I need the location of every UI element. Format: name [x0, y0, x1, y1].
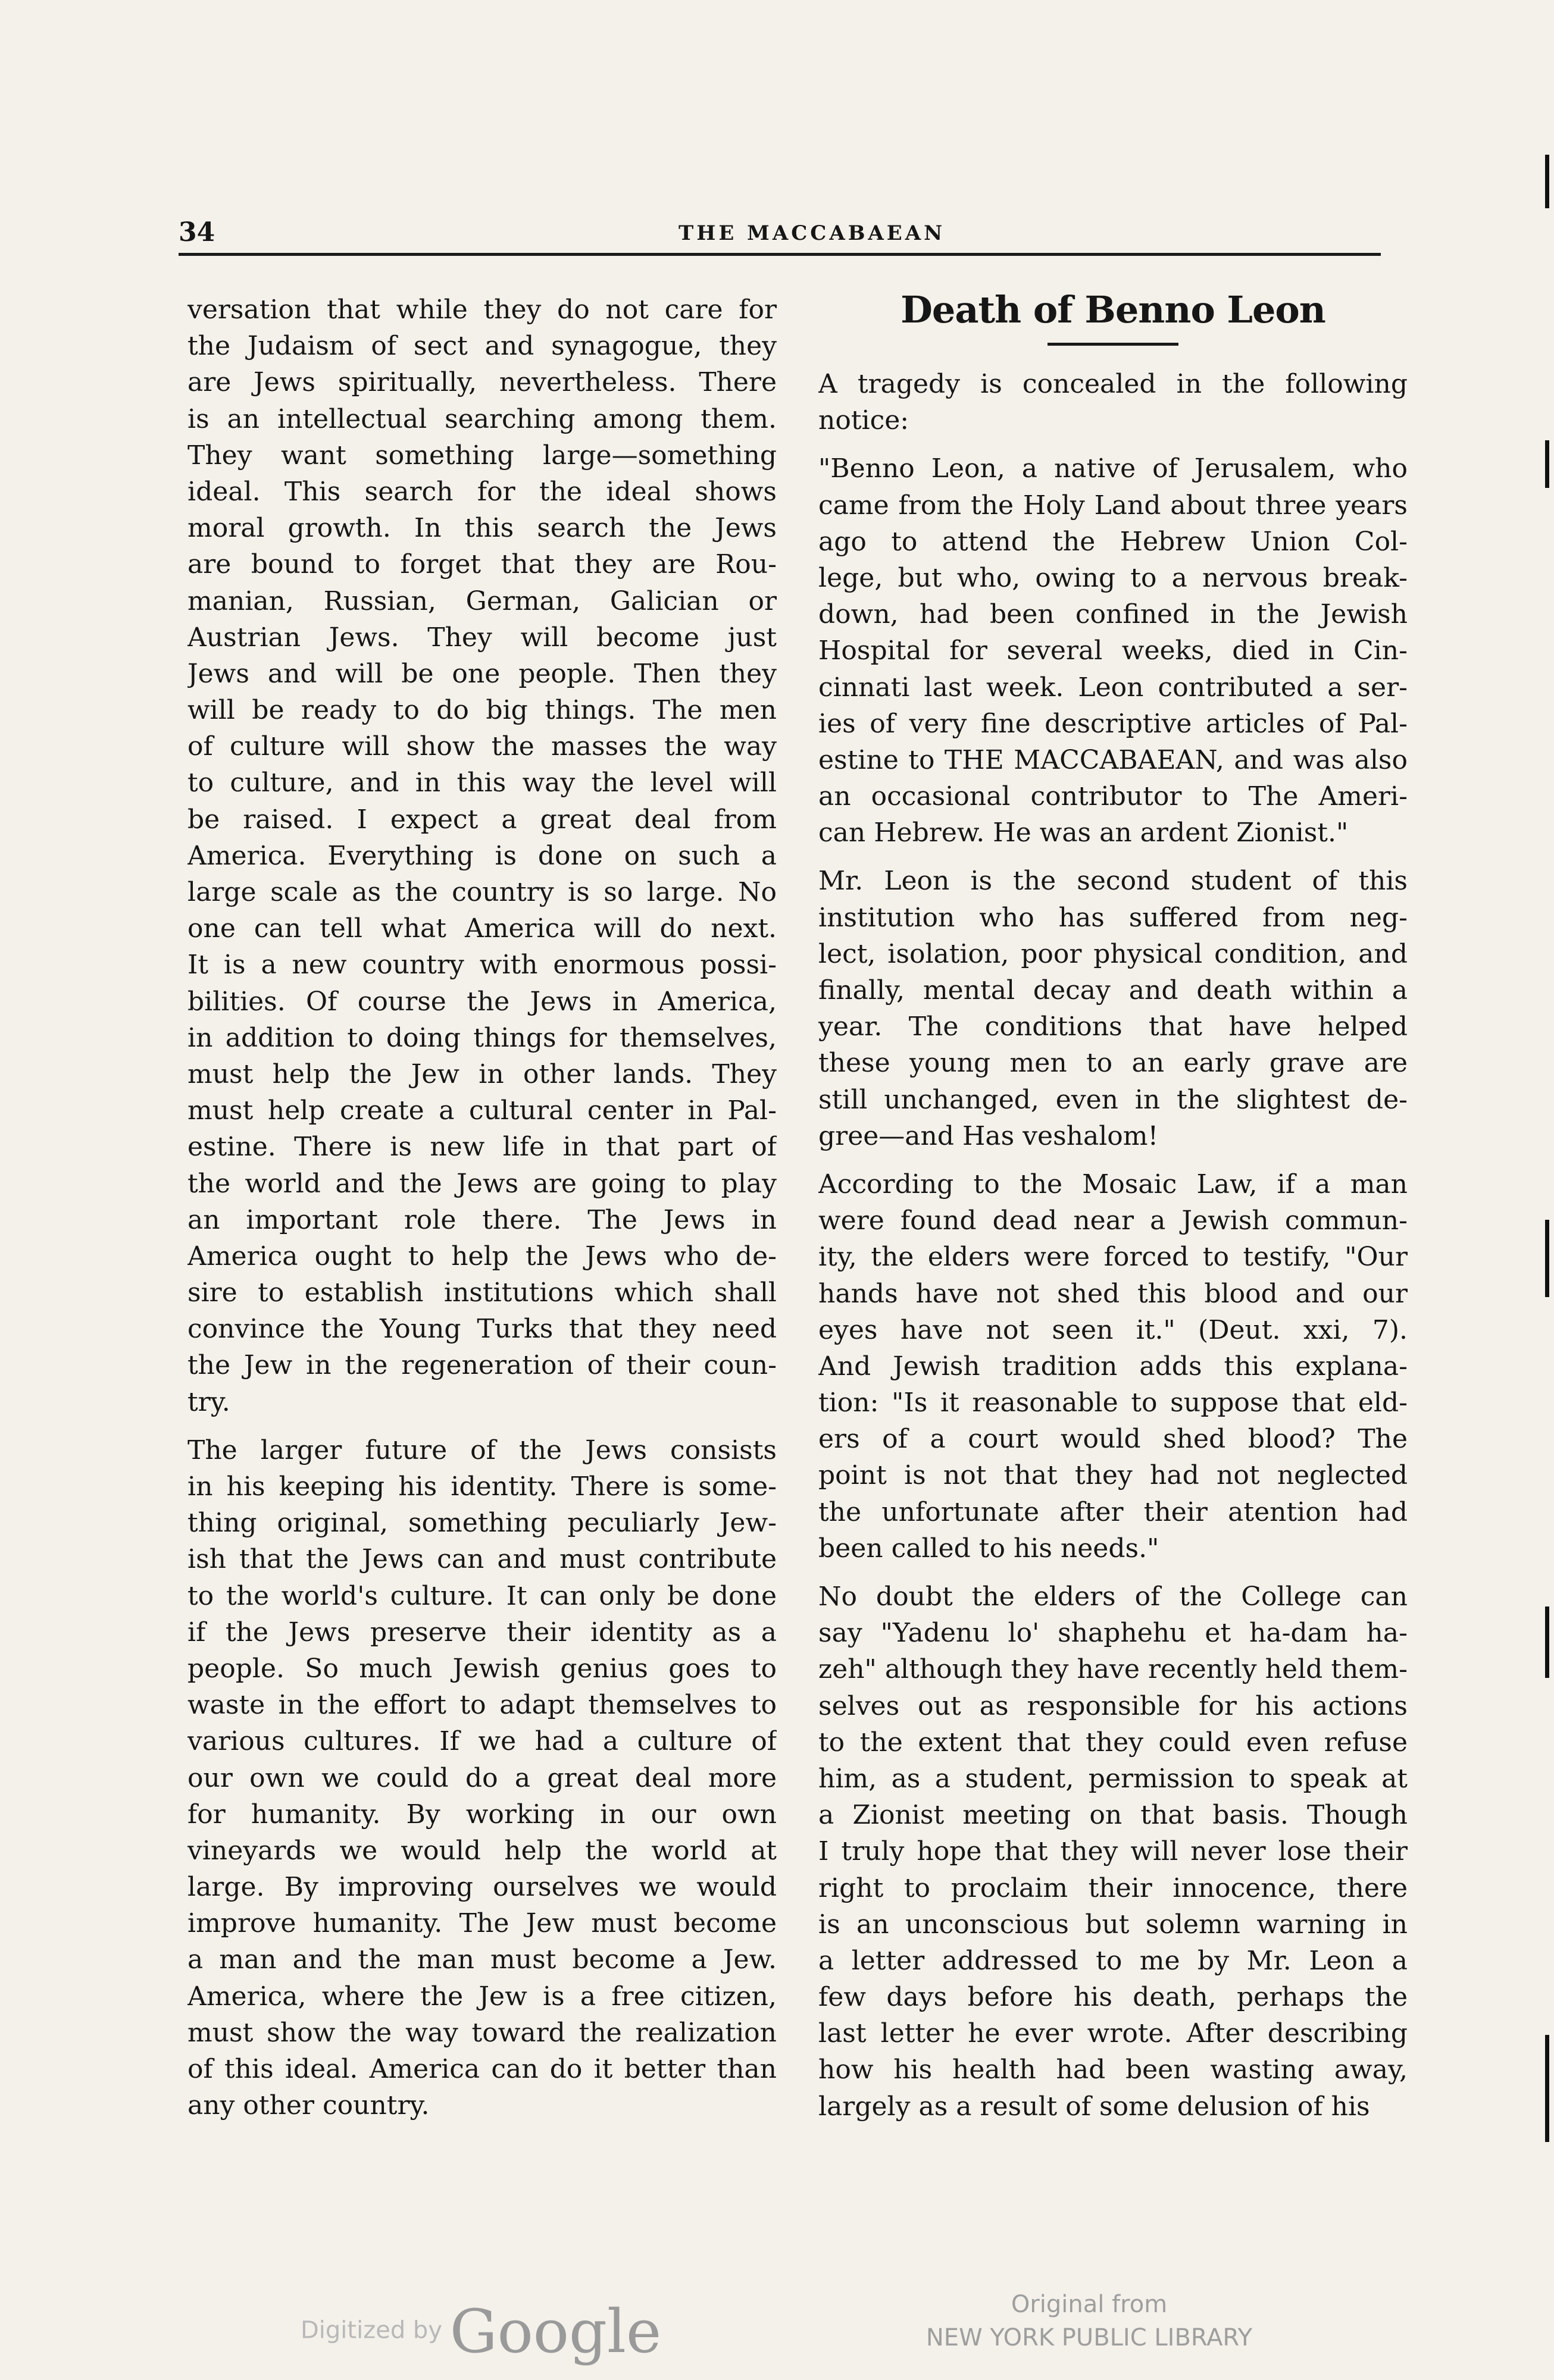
text-line: came from the Holy Land about three years: [818, 490, 1408, 521]
text-line: estine. There is new life in that part of: [187, 1132, 777, 1163]
text-line: "Benno Leon, a native of Jerusalem, who: [818, 453, 1408, 484]
text-line: in his keeping his identity. There is some-: [187, 1471, 777, 1502]
text-line: I truly hope that they will never lose their: [818, 1836, 1408, 1867]
text-line: Mr. Leon is the second student of this: [818, 866, 1408, 897]
paragraph-intro: [818, 366, 1408, 439]
digitized-by-footer: [301, 2297, 661, 2366]
text-line: tion: "Is it reasonable to suppose that eld-: [818, 1388, 1408, 1418]
text-line: must show the way toward the realization: [187, 2017, 777, 2048]
paragraph-mosaic-law: [818, 1166, 1408, 1567]
text-line: are bound to forget that they are Rou-: [187, 549, 777, 580]
text-line: were found dead near a Jewish commun-: [818, 1205, 1408, 1236]
text-line: eyes have not seen it." (Deut. xxi, 7).: [818, 1314, 1408, 1345]
text-line: various cultures. If we had a culture of: [187, 1726, 777, 1757]
digitized-by-label: Digitized by: [301, 2316, 442, 2344]
text-line: are Jews spiritually, nevertheless. There: [187, 367, 777, 398]
text-line: cinnati last week. Leon contributed a ser-: [818, 672, 1408, 703]
paragraph-second-student: [818, 863, 1408, 1154]
text-line: of culture will show the masses the way: [187, 731, 777, 762]
text-line: any other country.: [187, 2090, 430, 2121]
text-line: zeh" although they have recently held them-: [818, 1654, 1408, 1685]
text-line: right to proclaim their innocence, there: [818, 1872, 1408, 1903]
text-line: versation that while they do not care for: [187, 295, 777, 325]
text-line: ity, the elders were forced to testify, "Our: [818, 1242, 1408, 1273]
text-line: try.: [187, 1386, 230, 1417]
text-line: him, as a student, permission to speak at: [818, 1763, 1408, 1794]
text-line: No doubt the elders of the College can: [818, 1582, 1408, 1612]
text-line: the Judaism of sect and synagogue, they: [187, 331, 777, 362]
text-line: the Jew in the regeneration of their coun-: [187, 1350, 777, 1381]
google-logo: Google: [449, 2297, 662, 2366]
page-edge-mark: [1545, 440, 1549, 488]
text-line: few days before his death, perhaps the: [818, 1982, 1408, 2013]
text-line: an important role there. The Jews in: [187, 1204, 777, 1235]
text-line: Hospital for several weeks, died in Cin-: [818, 635, 1408, 666]
text-line: America ought to help the Jews who de-: [187, 1241, 777, 1272]
text-line: According to the Mosaic Law, if a man: [818, 1169, 1408, 1200]
header-rule: [179, 253, 1381, 256]
library-name: NEW YORK PUBLIC LIBRARY: [925, 2324, 1253, 2351]
left-column: [187, 292, 777, 2124]
paragraph-notice: [818, 450, 1408, 851]
original-from-label: Original from: [1011, 2291, 1168, 2318]
text-line: last letter he ever wrote. After describing: [818, 2018, 1408, 2049]
text-line: in addition to doing things for themselves,: [187, 1022, 777, 1053]
text-line: They want something large—something: [187, 440, 777, 471]
text-line: the unfortunate after their atention had: [818, 1496, 1408, 1527]
text-line: hands have not shed this blood and our: [818, 1278, 1408, 1309]
text-line: And Jewish tradition adds this explana-: [818, 1351, 1408, 1382]
page-edge-mark: [1545, 2035, 1549, 2142]
text-line: say "Yadenu lo' shaphehu et ha-dam ha-: [818, 1618, 1408, 1649]
text-line: our own we could do a great deal more: [187, 1762, 777, 1793]
text-line: large scale as the country is so large. No: [187, 877, 777, 907]
text-line: an occasional contributor to The Ameri-: [818, 781, 1408, 812]
right-column: [818, 288, 1408, 2125]
text-line: these young men to an early grave are: [818, 1048, 1408, 1079]
text-line: people. So much Jewish genius goes to: [187, 1653, 777, 1684]
text-line: convince the Young Turks that they need: [187, 1314, 777, 1345]
text-line: to the world's culture. It can only be done: [187, 1580, 777, 1611]
text-line: ies of very fine descriptive articles of Pal-: [818, 708, 1408, 739]
text-line: moral growth. In this search the Jews: [187, 513, 777, 544]
text-line: ish that the Jews can and must contribute: [187, 1544, 777, 1575]
text-line: is an intellectual searching among them.: [187, 403, 777, 434]
text-line: if the Jews preserve their identity as a: [187, 1617, 777, 1648]
page-number: 34: [179, 217, 215, 248]
text-line: down, had been confined in the Jewish: [818, 599, 1408, 630]
text-line: America. Everything is done on such a: [187, 840, 777, 871]
article-title: Death of Benno Leon: [900, 288, 1325, 331]
text-line: been called to his needs.": [818, 1533, 1159, 1564]
text-line: America, where the Jew is a free citizen,: [187, 1981, 777, 2012]
text-line: the world and the Jews are going to play: [187, 1168, 777, 1199]
text-line: ers of a court would shed blood? The: [818, 1424, 1408, 1455]
text-line: It is a new country with enormous possi-: [187, 950, 777, 981]
text-line: manian, Russian, German, Galician or: [187, 585, 777, 616]
text-line: year. The conditions that have helped: [818, 1012, 1408, 1042]
text-line: A tragedy is concealed in the following: [818, 369, 1408, 399]
text-line: ago to attend the Hebrew Union Col-: [818, 526, 1408, 557]
text-line: a man and the man must become a Jew.: [187, 1944, 777, 1975]
text-line: largely as a result of some delusion of his: [818, 2091, 1370, 2122]
text-line: to culture, and in this way the level will: [187, 768, 777, 798]
text-line: finally, mental decay and death within a: [818, 975, 1408, 1006]
text-line: vineyards we would help the world at: [187, 1835, 777, 1866]
text-line: for humanity. By working in our own: [187, 1799, 777, 1830]
text-line: lege, but who, owing to a nervous break-: [818, 562, 1408, 593]
text-line: a letter addressed to me by Mr. Leon a: [818, 1945, 1408, 1976]
text-line: Jews and will be one people. Then they: [187, 658, 777, 689]
text-line: estine to THE MACCABAEAN, and was also: [818, 744, 1408, 775]
text-line: thing original, something peculiarly Jew-: [187, 1508, 777, 1539]
text-line: sire to establish institutions which shall: [187, 1277, 777, 1308]
text-line: selves out as responsible for his actions: [818, 1690, 1408, 1721]
text-line: how his health had been wasting away,: [818, 2055, 1408, 2085]
running-title: THE MACCABAEAN: [678, 221, 946, 245]
text-line: Austrian Jews. They will become just: [187, 622, 777, 653]
text-line: can Hebrew. He was an ardent Zionist.": [818, 818, 1349, 848]
paragraph-elders: [818, 1579, 1408, 2125]
text-line: The larger future of the Jews consists: [187, 1435, 777, 1465]
title-rule: [1048, 343, 1178, 346]
text-line: lect, isolation, poor physical condition, and: [818, 938, 1408, 969]
page-edge-mark: [1545, 1606, 1549, 1678]
text-line: is an unconscious but solemn warning in: [818, 1909, 1408, 1940]
text-line: one can tell what America will do next.: [187, 913, 777, 944]
text-line: large. By improving ourselves we would: [187, 1872, 777, 1903]
text-line: must help create a cultural center in Pal-: [187, 1095, 777, 1126]
text-line: improve humanity. The Jew must become: [187, 1908, 777, 1939]
text-line: institution who has suffered from neg-: [818, 902, 1408, 933]
text-line: bilities. Of course the Jews in America,: [187, 986, 777, 1017]
page-edge-mark: [1545, 155, 1549, 208]
text-line: to the extent that they could even refuse: [818, 1727, 1408, 1758]
text-line: ideal. This search for the ideal shows: [187, 476, 777, 507]
text-line: notice:: [818, 405, 909, 436]
text-line: must help the Jew in other lands. They: [187, 1059, 777, 1089]
text-line: point is not that they had not neglected: [818, 1460, 1408, 1491]
library-footer: [911, 2288, 1268, 2354]
text-line: waste in the effort to adapt themselves to: [187, 1690, 777, 1721]
text-line: will be ready to do big things. The men: [187, 695, 777, 726]
text-line: of this ideal. America can do it better than: [187, 2054, 777, 2084]
text-line: be raised. I expect a great deal from: [187, 804, 777, 835]
text-line: still unchanged, even in the slightest de-: [818, 1084, 1408, 1115]
text-line: a Zionist meeting on that basis. Though: [818, 1800, 1408, 1831]
page-edge-mark: [1545, 1220, 1549, 1297]
text-line: gree—and Has veshalom!: [818, 1120, 1159, 1151]
